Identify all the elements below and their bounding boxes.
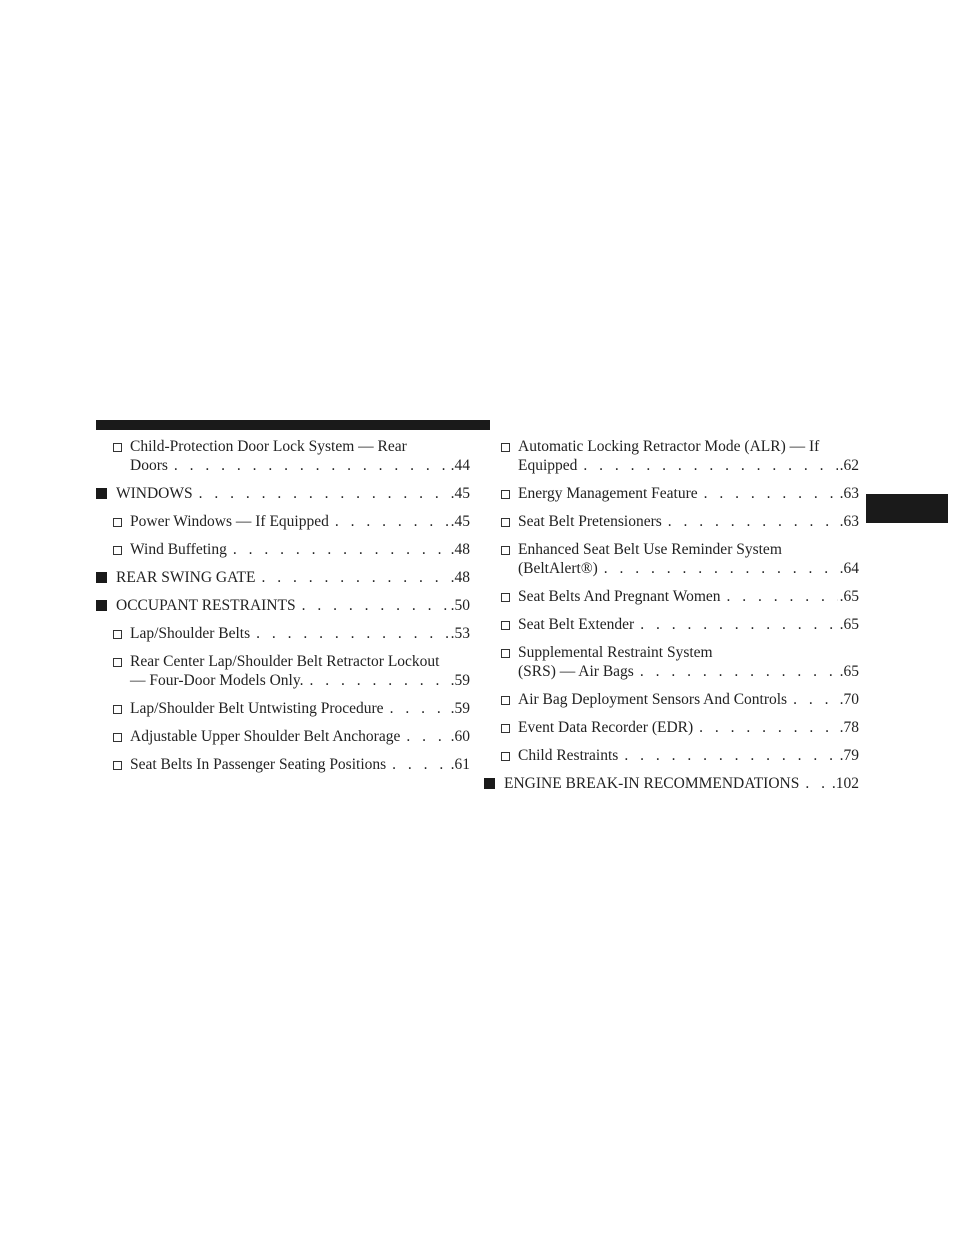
bullet-marker [113, 512, 122, 532]
bullet-marker [113, 437, 122, 457]
toc-subsection-entry[interactable] [96, 624, 470, 643]
dot-leader [604, 559, 838, 578]
toc-entry-title: Seat Belt Pretensioners [518, 513, 662, 530]
toc-entry-title-line: Enhanced Seat Belt Use Reminder System [518, 541, 782, 558]
toc-entry-title-line: Automatic Locking Retractor Mode (ALR) — If [518, 438, 820, 455]
filled-square-bullet-icon [96, 488, 107, 499]
dot-leader [392, 755, 448, 774]
bullet-marker [501, 643, 510, 663]
toc-entry-leader-line [518, 746, 859, 765]
bullet-marker [113, 727, 122, 747]
toc-entry-leader-line [518, 718, 859, 737]
toc-section-entry[interactable] [96, 596, 470, 615]
toc-entry-title: Air Bag Deployment Sensors And Controls [518, 691, 788, 708]
toc-entry-leader-line [518, 559, 859, 578]
toc-entry-leader-line [518, 456, 859, 475]
open-square-bullet-icon [501, 443, 510, 452]
toc-entry-page-number: .45 [450, 485, 470, 502]
toc-subsection-entry[interactable] [484, 690, 859, 709]
dot-leader [256, 624, 449, 643]
toc-entry-page-number: .64 [839, 560, 859, 577]
toc-subsection-entry[interactable] [96, 727, 470, 746]
toc-entry-title: Seat Belts In Passenger Seating Positions [130, 756, 387, 773]
dot-leader [262, 568, 449, 587]
open-square-bullet-icon [113, 443, 122, 452]
bullet-marker [96, 568, 107, 588]
toc-entry-title: Energy Management Feature [518, 485, 698, 502]
toc-entry-title: Child Restraints [518, 747, 619, 764]
open-square-bullet-icon [113, 761, 122, 770]
toc-entry-page-number: .50 [450, 597, 470, 614]
bullet-marker [96, 484, 107, 504]
filled-square-bullet-icon [96, 600, 107, 611]
dot-leader [624, 746, 837, 765]
dot-leader [309, 671, 448, 690]
toc-subsection-entry[interactable] [484, 746, 859, 765]
toc-entry-leader-line [116, 596, 470, 615]
toc-entry-leader-line [518, 662, 859, 681]
toc-entry-page-number: .59 [450, 700, 470, 717]
toc-entry-leader-line [130, 624, 470, 643]
dot-leader [302, 596, 449, 615]
dot-leader [727, 587, 838, 606]
toc-entry-title: Lap/Shoulder Belts [130, 625, 251, 642]
toc-entry-leader-line [130, 727, 470, 746]
toc-entry-leader-line [518, 587, 859, 606]
toc-subsection-entry[interactable] [96, 699, 470, 718]
chapter-side-tab [866, 494, 948, 523]
bullet-marker [501, 746, 510, 766]
toc-entry-leader-line [504, 774, 859, 793]
dot-leader [805, 774, 830, 793]
toc-entry-title: Wind Buffeting [130, 541, 227, 558]
open-square-bullet-icon [113, 630, 122, 639]
toc-subsection-entry[interactable] [484, 540, 859, 578]
bullet-marker [501, 540, 510, 560]
toc-entry-title: OCCUPANT RESTRAINTS [116, 597, 296, 614]
bullet-marker [501, 512, 510, 532]
dot-leader [668, 512, 838, 531]
toc-entry-title: ENGINE BREAK-IN RECOMMENDATIONS [504, 775, 800, 792]
open-square-bullet-icon [113, 733, 122, 742]
dot-leader [199, 484, 449, 503]
toc-entry-page-number: .102 [831, 775, 859, 792]
toc-entry-page-number: .79 [839, 747, 859, 764]
toc-right-column [484, 437, 859, 802]
toc-entry-title: Seat Belts And Pregnant Women [518, 588, 721, 605]
dot-leader [699, 718, 837, 737]
toc-entry-leader-line [130, 456, 470, 475]
toc-entry-page-number: .65 [839, 616, 859, 633]
dot-leader [640, 662, 838, 681]
toc-entry-page-number: .63 [839, 485, 859, 502]
toc-subsection-entry[interactable] [484, 643, 859, 681]
bullet-marker [113, 652, 122, 672]
toc-subsection-entry[interactable] [96, 652, 470, 690]
toc-section-entry[interactable] [96, 568, 470, 587]
toc-entry-page-number: .62 [839, 457, 859, 474]
toc-entry-title: Event Data Recorder (EDR) [518, 719, 694, 736]
toc-entry-leader-line [130, 671, 470, 690]
toc-left-column [96, 437, 470, 783]
open-square-bullet-icon [113, 705, 122, 714]
dot-leader [390, 699, 449, 718]
toc-subsection-entry[interactable] [484, 587, 859, 606]
bullet-marker [484, 774, 495, 794]
bullet-marker [113, 755, 122, 775]
open-square-bullet-icon [501, 546, 510, 555]
dot-leader [793, 690, 838, 709]
toc-section-entry[interactable] [96, 484, 470, 503]
toc-subsection-entry[interactable] [96, 755, 470, 774]
toc-entry-title: Seat Belt Extender [518, 616, 635, 633]
toc-entry-title: Equipped [518, 457, 578, 474]
toc-entry-title: Adjustable Upper Shoulder Belt Anchorage [130, 728, 401, 745]
bullet-marker [501, 437, 510, 457]
toc-subsection-entry[interactable] [96, 512, 470, 531]
toc-entry-page-number: .70 [839, 691, 859, 708]
filled-square-bullet-icon [484, 778, 495, 789]
toc-entry-page-number: .48 [450, 541, 470, 558]
toc-entry-title: — Four-Door Models Only. [130, 672, 304, 689]
section-top-rule [96, 420, 490, 430]
open-square-bullet-icon [501, 696, 510, 705]
bullet-marker [96, 596, 107, 616]
open-square-bullet-icon [501, 518, 510, 527]
toc-subsection-entry[interactable] [484, 512, 859, 531]
bullet-marker [501, 690, 510, 710]
toc-entry-page-number: .59 [450, 672, 470, 689]
open-square-bullet-icon [113, 546, 122, 555]
open-square-bullet-icon [501, 490, 510, 499]
dot-leader [640, 615, 837, 634]
toc-entry-title: Power Windows — If Equipped [130, 513, 329, 530]
toc-entry-leader-line [130, 540, 470, 559]
open-square-bullet-icon [501, 593, 510, 602]
toc-entry-title: Doors [130, 457, 168, 474]
bullet-marker [501, 484, 510, 504]
toc-subsection-entry[interactable] [96, 437, 470, 475]
toc-entry-title-line: Rear Center Lap/Shoulder Belt Retractor Lockout [130, 653, 440, 670]
toc-entry-title: Lap/Shoulder Belt Untwisting Procedure [130, 700, 384, 717]
toc-entry-leader-line [116, 568, 470, 587]
toc-entry-page-number: .44 [450, 457, 470, 474]
dot-leader [233, 540, 449, 559]
dot-leader [583, 456, 837, 475]
toc-subsection-entry[interactable] [484, 437, 859, 475]
toc-entry-page-number: .63 [839, 513, 859, 530]
toc-entry-leader-line [518, 690, 859, 709]
toc-entry-page-number: .45 [450, 513, 470, 530]
toc-subsection-entry[interactable] [484, 615, 859, 634]
toc-entry-leader-line [130, 512, 470, 531]
open-square-bullet-icon [501, 752, 510, 761]
toc-entry-title: REAR SWING GATE [116, 569, 256, 586]
toc-entry-page-number: .60 [450, 728, 470, 745]
toc-entry-title: (BeltAlert®) [518, 560, 598, 577]
bullet-marker [501, 615, 510, 635]
open-square-bullet-icon [501, 649, 510, 658]
toc-subsection-entry[interactable] [484, 718, 859, 737]
toc-subsection-entry[interactable] [96, 540, 470, 559]
toc-entry-page-number: .61 [450, 756, 470, 773]
toc-entry-leader-line [116, 484, 470, 503]
dot-leader [406, 727, 448, 746]
toc-subsection-entry[interactable] [484, 484, 859, 503]
open-square-bullet-icon [113, 518, 122, 527]
toc-entry-title: WINDOWS [116, 485, 193, 502]
toc-entry-page-number: .78 [839, 719, 859, 736]
toc-entry-leader-line [518, 615, 859, 634]
open-square-bullet-icon [501, 724, 510, 733]
toc-entry-title-line: Supplemental Restraint System [518, 644, 713, 661]
dot-leader [335, 512, 449, 531]
toc-entry-page-number: .65 [839, 588, 859, 605]
bullet-marker [501, 718, 510, 738]
bullet-marker [113, 624, 122, 644]
filled-square-bullet-icon [96, 572, 107, 583]
open-square-bullet-icon [501, 621, 510, 630]
toc-entry-leader-line [130, 699, 470, 718]
dot-leader [174, 456, 449, 475]
open-square-bullet-icon [113, 658, 122, 667]
toc-entry-page-number: .65 [839, 663, 859, 680]
toc-entry-leader-line [130, 755, 470, 774]
toc-entry-leader-line [518, 484, 859, 503]
toc-entry-title: (SRS) — Air Bags [518, 663, 634, 680]
toc-entry-page-number: .53 [450, 625, 470, 642]
bullet-marker [501, 587, 510, 607]
toc-entry-title-line: Child-Protection Door Lock System — Rear [130, 438, 407, 455]
bullet-marker [113, 699, 122, 719]
toc-section-entry[interactable] [484, 774, 859, 793]
toc-entry-page-number: .48 [450, 569, 470, 586]
toc-entry-leader-line [518, 512, 859, 531]
dot-leader [704, 484, 838, 503]
bullet-marker [113, 540, 122, 560]
